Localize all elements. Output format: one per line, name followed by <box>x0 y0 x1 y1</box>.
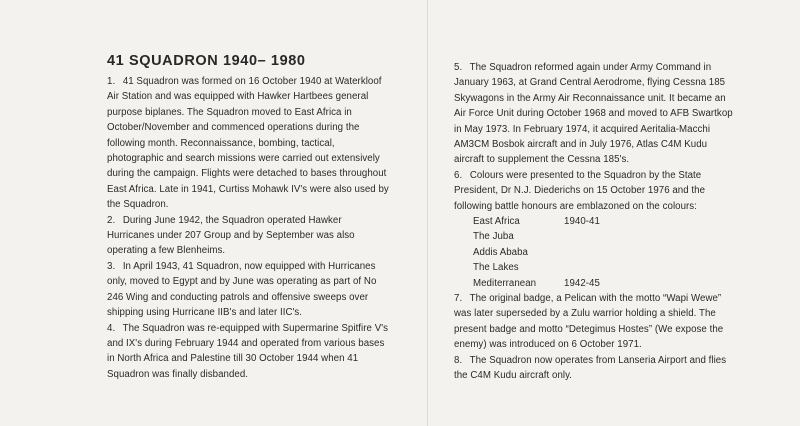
honour-years: 1942-45 <box>564 277 600 289</box>
honour-place: East Africa <box>473 216 520 228</box>
honour-place: The Juba <box>473 231 514 243</box>
battle-honours-list <box>454 214 737 291</box>
honour-years: 1940-41 <box>564 216 600 228</box>
battle-honour-item <box>454 214 737 229</box>
honour-place: The Lakes <box>473 262 519 274</box>
paragraph-8: 8. The Squadron now operates from Lanseria Airport and flies the C4M Kudu aircraft only. <box>454 354 727 382</box>
paragraph-1: 1. 41 Squadron was formed on 16 October 1940 at Waterkloof Air Station and was equipped with Hawker Hartbees general purpose biplanes. The Squadron moved to East Africa in October/November and commenced operations during the following month. Reconnaissance, bombing, tactical, photographic and search missions were carried out extensively during the campaign. Flights were detached to bases throughout East Africa. Late in 1941, Curtiss Mohawk IV's were also used by the Squadron. <box>107 76 389 211</box>
paragraph-7: 7. The original badge, a Pelican with the motto “Wapi Wewe” was later superseded by a Zulu warrior holding a shield. The present badge and motto “Detegimus Hostes” (We expose the enemy) was introduced on 6 October 1971. <box>454 293 724 351</box>
paragraph-5: 5. The Squadron reformed again under Army Command in January 1963, at Grand Central Aerodrome, flying Cessna 185 Skywagons in the Army Air Reconnaissance unit. It became an Air Force Unit during October 1968 and moved to AFB Swartkop in May 1973. In February 1974, it acquired Aeritalia-Macchi AM3CM Bosbok aircraft and in July 1976, Atlas C4M Kudu aircraft to supplement the Cessna 185's. <box>454 62 733 166</box>
right-column <box>454 60 737 383</box>
paragraph-2: 2. During June 1942, the Squadron operated Hawker Hurricanes under 207 Group and by September was also operating a few Blenheims. <box>107 214 355 257</box>
paragraph-3: 3. In April 1943, 41 Squadron, now equipped with Hurricanes only, moved to Egypt and by June was operating as part of No 246 Wing and conducting patrols and offensive sweeps over shipping using Hurricane IIB's and later IIC's. <box>107 260 377 319</box>
page-title: 41 SQUADRON 1940– 1980 <box>107 53 306 69</box>
paragraph-4: 4. The Squadron was re-equipped with Supermarine Spitfire V's and IX's during February 1944 and operated from various bases in North Africa and Palestine till 30 October 1944 when 41 Squadron was finally disbanded. <box>107 322 389 380</box>
page-fold <box>427 0 428 426</box>
battle-honour-item <box>454 276 737 291</box>
paragraph-6: 6. Colours were presented to the Squadron by the State President, Dr N.J. Diederichs on 15 October 1976 and the following battle honours are emblazoned on the colours: <box>454 169 706 212</box>
honour-place: Addis Ababa <box>473 246 528 258</box>
battle-honour-item <box>454 260 737 275</box>
left-column <box>107 52 389 382</box>
battle-honour-item <box>454 229 737 244</box>
battle-honour-item <box>454 245 737 260</box>
honour-place: Mediterranean <box>473 277 537 289</box>
